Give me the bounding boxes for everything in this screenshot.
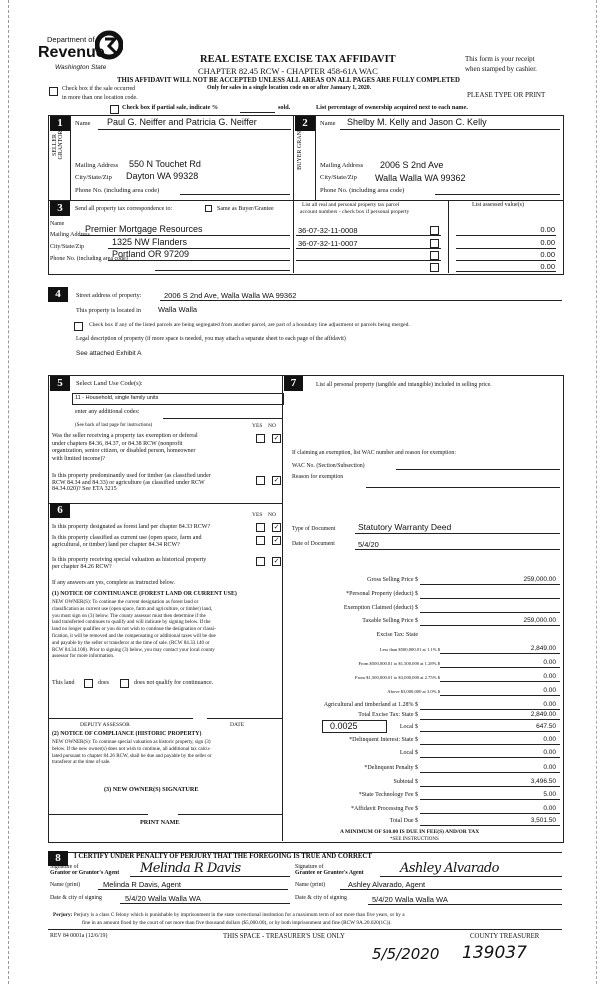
seller-grantor-label: SELLER GRANTOR bbox=[52, 130, 64, 160]
q-line: organization, senior citizen, or disabled person, homeowner bbox=[52, 448, 196, 454]
this-land-label: This land bbox=[52, 680, 75, 686]
partial-percent-input[interactable] bbox=[240, 112, 275, 113]
located-field[interactable]: Walla Walla bbox=[158, 305, 198, 314]
parcel-number[interactable]: 36-07-32-11-0008 bbox=[298, 226, 358, 235]
underline bbox=[456, 271, 556, 272]
divider bbox=[293, 115, 294, 273]
section-7-number: 7 bbox=[284, 376, 303, 391]
treasurer-use-label: THIS SPACE - TREASURER'S USE ONLY bbox=[223, 933, 345, 940]
underline bbox=[456, 260, 556, 261]
parcel-number[interactable]: 36-07-32-11-0007 bbox=[298, 239, 358, 248]
print-name-label: PRINT NAME bbox=[140, 819, 180, 826]
q-line: per chapter 84.26 RCW? bbox=[52, 563, 112, 570]
underline bbox=[420, 584, 560, 585]
yes-header: YES bbox=[252, 512, 263, 518]
body-line: and payable by the seller or transferor at the time of sale. (RCW 84.33.140 or bbox=[52, 639, 210, 646]
form-chapter: CHAPTER 82.45 RCW - CHAPTER 458-61A WAC bbox=[198, 66, 378, 76]
personal-property-checkbox[interactable] bbox=[430, 226, 439, 235]
seller-address-field[interactable]: 550 N Touchet Rd bbox=[129, 159, 201, 169]
grantor-signature-label bbox=[50, 864, 119, 876]
does-qualify-checkbox[interactable] bbox=[84, 679, 93, 688]
notice-continuance-title: (1) NOTICE OF CONTINUANCE (FOREST LAND OR CURRENT USE) bbox=[52, 591, 237, 597]
only-for-text: Only for sales in a single location code on or after January 1, 2020. bbox=[207, 85, 372, 91]
reason-label: Reason for exemption bbox=[292, 474, 344, 480]
city-label: City/State/Zip bbox=[75, 174, 112, 181]
additional-codes-label: enter any additional codes: bbox=[75, 409, 140, 415]
exemption-label: If claiming an exemption, list WAC number and reason for exemption: bbox=[292, 450, 456, 456]
body-line: lated pursuant to chapter 84.26 RCW, shall be due and payable by the seller or bbox=[52, 752, 212, 759]
body-line: below. If the new owner(s) does not wish to continue, all additional tax calcu- bbox=[52, 745, 211, 752]
partial-sale-label: sold. bbox=[278, 104, 291, 111]
section-1-number: 1 bbox=[50, 116, 70, 131]
tax-address-field[interactable]: 1325 NW Flanders bbox=[112, 237, 188, 247]
yes-checkbox[interactable] bbox=[256, 523, 265, 532]
name-label: Name bbox=[75, 120, 91, 127]
minimum-note: A MINIMUM OF $10.00 IS DUE IN FEE(S) AND/OR TAX bbox=[340, 829, 480, 835]
personal-property-label: List all personal property (tangible and intangible) included in selling price. bbox=[316, 382, 492, 388]
date-city-label: Date & city of signing bbox=[50, 895, 102, 901]
tax-row-value[interactable]: 0.00 bbox=[543, 701, 556, 708]
partial-sale-label: Check box if partial sale, indicate % bbox=[122, 104, 219, 111]
no-checkbox-checked[interactable]: ✓ bbox=[273, 557, 280, 565]
does-not-qualify-checkbox[interactable] bbox=[120, 679, 129, 688]
doc-date-label: Date of Document bbox=[292, 541, 335, 547]
question-historic bbox=[52, 557, 206, 570]
body-line: NEW OWNER(S): To continue special valuation as historic property, sign (3) bbox=[52, 739, 211, 745]
perjury-line-1 bbox=[53, 912, 405, 919]
warning-text: THIS AFFIDAVIT WILL NOT BE ACCEPTED UNLESS ALL AREAS ON ALL PAGES ARE FULLY COMPLETED bbox=[117, 77, 460, 84]
underline bbox=[340, 129, 560, 130]
grantor-signature[interactable]: Melinda R Davis bbox=[140, 861, 241, 876]
underline bbox=[420, 625, 560, 626]
divider bbox=[70, 115, 71, 200]
body-line: fication, it will be removed and the compensating or additional taxes will be due bbox=[52, 632, 216, 639]
q-line: Is this property classified as current use (open space, farm and bbox=[52, 535, 202, 541]
body-line: RCW 84.34.108). Prior to signing (3) below, you may contact your local county bbox=[52, 646, 215, 653]
tax-row-label: *Delinquent Interest: State $ bbox=[349, 737, 418, 743]
ownership-note: List percentage of ownership acquired next to each name. bbox=[316, 104, 468, 111]
section-5-number: 5 bbox=[50, 376, 70, 391]
new-owner-signature-line[interactable] bbox=[178, 814, 282, 815]
buyer-grantee-label: BUYER GRANTEE bbox=[297, 120, 303, 170]
tax-row-value[interactable]: 0.00 bbox=[543, 659, 556, 666]
tax-row-label: From $500,000.01 to $1,500,000 at 1.28% $ bbox=[358, 661, 440, 666]
tax-row-value[interactable]: 0.00 bbox=[543, 749, 556, 756]
divider bbox=[282, 375, 283, 841]
no-checkbox-checked[interactable]: ✓ bbox=[273, 523, 280, 531]
underline bbox=[296, 235, 441, 236]
multi-location-checkbox[interactable] bbox=[49, 87, 58, 96]
seller-name-field[interactable]: Paul G. Neiffer and Patricia G. Neiffer bbox=[107, 117, 257, 127]
assessed-value[interactable]: 0.00 bbox=[540, 238, 555, 247]
wac-label: WAC No. (Section/Subsection) bbox=[292, 463, 365, 469]
does-label: does bbox=[98, 680, 109, 686]
form-revision: REV 84 0001a (12/6/19) bbox=[50, 933, 108, 939]
underline bbox=[80, 235, 290, 236]
new-owner-signature-line[interactable] bbox=[48, 814, 148, 815]
same-as-buyer-label: Same as Buyer/Grantee bbox=[217, 206, 274, 212]
tax-phone-field[interactable] bbox=[155, 270, 290, 271]
underline bbox=[420, 813, 560, 814]
tax-row-label: Total Due $ bbox=[389, 818, 418, 824]
tax-city-field[interactable]: Portland OR 97209 bbox=[112, 249, 190, 259]
body-line: NEW OWNER(S): To continue the current designation as forest land or bbox=[52, 599, 199, 605]
divider bbox=[48, 200, 563, 201]
underline bbox=[440, 653, 560, 654]
see-back-note: (See back of last page for instructions) bbox=[75, 423, 153, 428]
grantor-date-city[interactable]: 5/4/20 Walla Walla WA bbox=[125, 894, 201, 903]
personal-property-checkbox[interactable] bbox=[430, 263, 439, 272]
tax-name-field[interactable]: Premier Mortgage Resources bbox=[85, 224, 203, 234]
underline bbox=[420, 744, 560, 745]
underline bbox=[355, 549, 560, 550]
body-line: you must sign on (3) below. The county assessor must then determine if the bbox=[52, 612, 206, 619]
no-header: NO bbox=[268, 423, 276, 429]
new-owner-signature-title: (3) NEW OWNER(S) SIGNATURE bbox=[104, 786, 199, 793]
tax-row-value[interactable]: 0.00 bbox=[543, 687, 556, 694]
grantee-signature-label bbox=[295, 864, 364, 876]
assessor-date[interactable] bbox=[207, 718, 282, 719]
name-print-label: Name (print) bbox=[50, 882, 81, 888]
multi-location-label: Check box if the sale occurred bbox=[62, 86, 136, 92]
underline bbox=[440, 681, 560, 682]
tax-row-value[interactable]: 0.00 bbox=[543, 673, 556, 680]
property-street-field[interactable]: 2006 S 2nd Ave, Walla Walla WA 99362 bbox=[164, 291, 297, 300]
tax-row-label: From $1,500,000.01 to $3,000,000 at 2.75% $ bbox=[355, 675, 440, 680]
name-label: Name bbox=[320, 120, 336, 127]
local-rate-value: 0.0025 bbox=[330, 721, 358, 731]
label-line: Grantor or Grantor's Agent bbox=[50, 870, 120, 876]
underline bbox=[440, 695, 560, 696]
underline bbox=[380, 876, 562, 877]
tax-row-label: *State Technology Fee $ bbox=[358, 792, 418, 798]
located-label: This property is located in bbox=[76, 307, 141, 314]
perjury-bold: Perjury: bbox=[53, 912, 73, 918]
receipt-note: This form is your receipt bbox=[465, 55, 535, 63]
section-8-number: 8 bbox=[48, 851, 68, 866]
tax-row-value[interactable]: 3,496.50 bbox=[530, 778, 556, 785]
section-2-number: 2 bbox=[295, 116, 315, 131]
land-use-label: Select Land Use Code(s): bbox=[76, 380, 143, 387]
buyer-address-field[interactable]: 2006 S 2nd Ave bbox=[380, 160, 444, 170]
segregation-checkbox[interactable] bbox=[74, 322, 83, 331]
question-current-use bbox=[52, 535, 201, 548]
tax-row-label: *Personal Property (deduct) $ bbox=[346, 591, 418, 597]
q-line: under chapters 84.36, 84.37, or 84.38 RCW (nonprofit bbox=[52, 440, 183, 447]
tax-row-label: Above $3,000,000 at 3.0% $ bbox=[387, 689, 440, 694]
underline bbox=[420, 799, 560, 800]
body-line: classification as current use (open space, farm and agriculture, or timber) land, bbox=[52, 605, 213, 612]
no-header: NO bbox=[268, 512, 276, 518]
personal-property-checkbox[interactable] bbox=[430, 239, 439, 248]
no-checkbox-checked[interactable]: ✓ bbox=[273, 476, 280, 484]
logo-revenue: Revenue bbox=[38, 44, 105, 61]
multi-location-label: in more than one location code. bbox=[62, 95, 138, 101]
address-label: Mailing Address bbox=[320, 162, 364, 169]
perjury-line-2: fine in an amount fixed by the court of not more than five thousand dollars ($5,000.00), or by both imprisonment and fine (RCW 9A.20.020(1C)). bbox=[82, 920, 392, 926]
see-instructions: *SEE INSTRUCTIONS bbox=[390, 837, 439, 842]
if-any-note: If any answers are yes, complete as instructed below. bbox=[52, 580, 175, 586]
certify-statement: I CERTIFY UNDER PENALTY OF PERJURY THAT THE FOREGOING IS TRUE AND CORRECT bbox=[74, 853, 372, 860]
divider bbox=[315, 115, 316, 200]
divider bbox=[448, 200, 449, 273]
city-label: City/State/Zip bbox=[320, 174, 357, 181]
q-line: RCW 84.34 and 84.33) or agriculture (as classified under RCW bbox=[52, 479, 205, 486]
phone-label: Phone No. (including area code) bbox=[320, 187, 405, 194]
phone-label: Phone No. (including area code) bbox=[75, 187, 160, 194]
reason-field[interactable] bbox=[366, 487, 560, 488]
underline bbox=[130, 876, 290, 877]
underline bbox=[160, 300, 562, 301]
notice-continuance-body bbox=[52, 599, 216, 660]
notice-compliance-title: (2) NOTICE OF COMPLIANCE (HISTORIC PROPERTY) bbox=[52, 731, 202, 737]
underline bbox=[440, 667, 560, 668]
assessed-value[interactable]: 0.00 bbox=[540, 250, 555, 259]
grantor-print-name[interactable]: Melinda R Davis, Agent bbox=[103, 880, 181, 889]
body-line: land no longer qualifies or you do not wish to continue the designation or classi- bbox=[52, 626, 216, 633]
tax-row-value[interactable]: 2,849.00 bbox=[530, 645, 556, 652]
legal-description-label: Legal description of property (if more space is needed, you may attach a separate sheet to each page of the affidavit) bbox=[76, 336, 346, 342]
seller-city-field[interactable]: Dayton WA 99328 bbox=[126, 171, 199, 181]
underline bbox=[98, 129, 291, 130]
yes-checkbox[interactable] bbox=[256, 536, 265, 545]
buyer-name-field[interactable]: Shelby M. Kelly and Jason C. Kelly bbox=[347, 117, 487, 127]
segregation-label: Check box if any of the listed parcels are being segregated from another parcel, are part of a boundary line adjustment or parcels being merged. bbox=[89, 322, 410, 328]
underline bbox=[420, 731, 560, 732]
tax-row-label: Taxable Selling Price $ bbox=[362, 618, 418, 624]
parcel-header: account numbers - check box if personal property bbox=[300, 209, 410, 215]
tax-row-label: Subtotal $ bbox=[393, 779, 418, 785]
phone-label: Phone No. (including area code) bbox=[50, 256, 128, 262]
dor-logo-icon bbox=[95, 30, 123, 60]
date-label: DATE bbox=[230, 722, 245, 728]
underline bbox=[296, 260, 441, 261]
tax-row-value[interactable]: 259,000.00 bbox=[523, 617, 556, 624]
underline bbox=[296, 248, 441, 249]
treasurer-stamp-date: 5/5/2020 bbox=[372, 945, 440, 963]
doc-type-label: Type of Document bbox=[292, 526, 336, 532]
question-exemption bbox=[52, 433, 198, 463]
receipt-note: when stamped by cashier. bbox=[465, 65, 537, 73]
address-label: Mailing Address bbox=[50, 232, 90, 238]
underline bbox=[420, 772, 560, 773]
no-checkbox-checked[interactable]: ✓ bbox=[273, 536, 280, 544]
assessed-value-header: List assessed value(s) bbox=[472, 202, 524, 208]
tax-row-label: *Affidavit Processing Fee $ bbox=[350, 806, 418, 812]
type-or-print: PLEASE TYPE OR PRINT bbox=[467, 91, 546, 99]
q-line: 84.34.020)? See ETA 3215 bbox=[52, 486, 117, 492]
section-3-number: 3 bbox=[50, 201, 70, 216]
buyer-phone-field[interactable] bbox=[435, 194, 560, 195]
grantee-date-city[interactable]: 5/4/20 Walla Walla WA bbox=[372, 895, 448, 904]
grantee-print-name[interactable]: Ashley Alvarado, Agent bbox=[348, 880, 426, 889]
tax-row-value[interactable]: 0.00 bbox=[543, 736, 556, 743]
street-label: Street address of property: bbox=[76, 292, 142, 299]
underline bbox=[420, 612, 560, 613]
tax-row-label: Local $ bbox=[399, 750, 418, 756]
name-label: Name bbox=[50, 221, 65, 227]
underline bbox=[456, 248, 556, 249]
name-print-label: Name (print) bbox=[295, 882, 326, 888]
city-label: City/State/Zip bbox=[50, 244, 84, 250]
additional-codes-input[interactable] bbox=[163, 418, 283, 419]
yes-header: YES bbox=[252, 423, 263, 429]
form-title: REAL ESTATE EXCISE TAX AFFIDAVIT bbox=[200, 54, 396, 65]
assessed-value[interactable]: 0.00 bbox=[540, 262, 555, 271]
same-as-buyer-checkbox[interactable] bbox=[205, 205, 212, 212]
tax-row-label: Agricultural and timberland at 1.28% $ bbox=[323, 702, 418, 708]
tax-row-label: Exemption Claimed (deduct) $ bbox=[343, 605, 418, 611]
tax-row-value[interactable]: 5.00 bbox=[543, 791, 556, 798]
label-line: Signature of bbox=[295, 864, 324, 870]
q-line: Was the seller receiving a property tax exemption or deferral bbox=[52, 433, 198, 439]
logo-dept: Department of bbox=[47, 35, 95, 44]
assessed-value[interactable]: 0.00 bbox=[540, 225, 555, 234]
yes-checkbox[interactable] bbox=[256, 476, 265, 485]
perjury-text: Perjury is a class C felony which is punishable by imprisonment in the state correctional institution for a maximum term of not more than five years, or by a bbox=[73, 912, 405, 918]
seller-phone-field[interactable] bbox=[180, 194, 290, 195]
question-timber bbox=[52, 473, 211, 493]
yes-checkbox[interactable] bbox=[256, 557, 265, 566]
tax-row-value[interactable]: 259,000.00 bbox=[523, 576, 556, 583]
underline bbox=[420, 825, 560, 826]
tax-row-value[interactable]: 647.50 bbox=[536, 723, 556, 730]
q-line: agricultural, or timber) land per chapter 84.34 RCW? bbox=[52, 541, 180, 548]
underline bbox=[420, 598, 560, 599]
q-line: Is this property predominantly used for timber (as classified under bbox=[52, 473, 211, 479]
underline bbox=[355, 533, 560, 534]
tax-row-label: Gross Selling Price $ bbox=[367, 577, 418, 583]
underline bbox=[340, 889, 562, 890]
label-line: Grantee or Grantee's Agent bbox=[295, 870, 364, 876]
tax-row-value[interactable]: 3,501.50 bbox=[530, 817, 556, 824]
underline bbox=[420, 709, 560, 710]
treasurer-receipt-number: 139037 bbox=[462, 943, 527, 963]
county-treasurer-label: COUNTY TREASURER bbox=[470, 933, 540, 940]
wac-field[interactable] bbox=[396, 469, 560, 470]
tax-row-label: Local $ bbox=[399, 724, 418, 730]
scan-edge bbox=[8, 0, 9, 984]
notice-compliance-body bbox=[52, 739, 212, 766]
section-6-number: 6 bbox=[50, 503, 70, 518]
body-line: transferor at the time of sale. bbox=[52, 759, 111, 766]
deputy-assessor-label: DEPUTY ASSESSOR bbox=[80, 722, 130, 728]
tax-row-value[interactable]: 2,849.00 bbox=[530, 711, 556, 718]
buyer-city-field[interactable]: Walla Walla WA 99362 bbox=[375, 173, 466, 183]
logo-state: Washington State bbox=[55, 64, 107, 71]
tax-row-label: *Delinquent Penalty $ bbox=[364, 765, 418, 771]
underline bbox=[420, 757, 560, 758]
q-line: with limited income)? bbox=[52, 455, 105, 462]
question-forest: Is this property designated as forest land per chapter 84.33 RCW? bbox=[52, 524, 211, 530]
underline bbox=[98, 889, 288, 890]
deputy-assessor-signature[interactable] bbox=[48, 718, 193, 719]
tax-row-label: Excise Tax: State bbox=[376, 632, 418, 638]
underline bbox=[420, 719, 560, 720]
tax-row-label: Less than $500,000.01 at 1.1% $ bbox=[379, 647, 440, 652]
section-4-number: 4 bbox=[48, 287, 68, 302]
date-city-label: Date & city of signing bbox=[295, 895, 347, 901]
grantee-signature[interactable]: Ashley Alvarado bbox=[400, 861, 500, 876]
underline bbox=[108, 260, 290, 261]
body-line: assessor for more information. bbox=[52, 653, 115, 660]
underline bbox=[420, 786, 560, 787]
divider bbox=[48, 929, 562, 930]
send-correspondence-label: Send all property tax correspondence to: bbox=[75, 206, 173, 212]
tax-row-label: Total Excise Tax: State $ bbox=[358, 712, 418, 718]
underline bbox=[368, 904, 562, 905]
legal-description-field[interactable]: See attached Exhibit A bbox=[76, 350, 142, 357]
underline bbox=[120, 903, 290, 904]
yes-checkbox[interactable] bbox=[256, 434, 265, 443]
scan-edge bbox=[596, 0, 597, 984]
personal-property-checkbox[interactable] bbox=[430, 251, 439, 260]
does-not-label: does not qualify for continuance. bbox=[134, 680, 214, 686]
parcel-header: List all real and personal property tax parcel bbox=[302, 202, 400, 208]
doc-type-field[interactable]: Statutory Warranty Deed bbox=[358, 522, 452, 532]
label-line: Signature of bbox=[50, 864, 79, 870]
address-label: Mailing Address bbox=[75, 162, 119, 169]
underline bbox=[456, 235, 556, 236]
partial-sale-checkbox[interactable] bbox=[110, 105, 119, 114]
tax-row-value[interactable]: 0.00 bbox=[543, 764, 556, 771]
tax-row-value[interactable]: 0.00 bbox=[543, 805, 556, 812]
divider bbox=[48, 503, 282, 504]
body-line: land transferred continues to qualify and will indicate by signing below. If the bbox=[52, 619, 211, 626]
q-line: Is this property receiving special valuation as historical property bbox=[52, 557, 207, 563]
land-use-code: 11 - Household, single family units bbox=[75, 395, 159, 401]
doc-date-field[interactable]: 5/4/20 bbox=[358, 540, 379, 549]
no-checkbox-checked[interactable]: ✓ bbox=[273, 434, 280, 442]
